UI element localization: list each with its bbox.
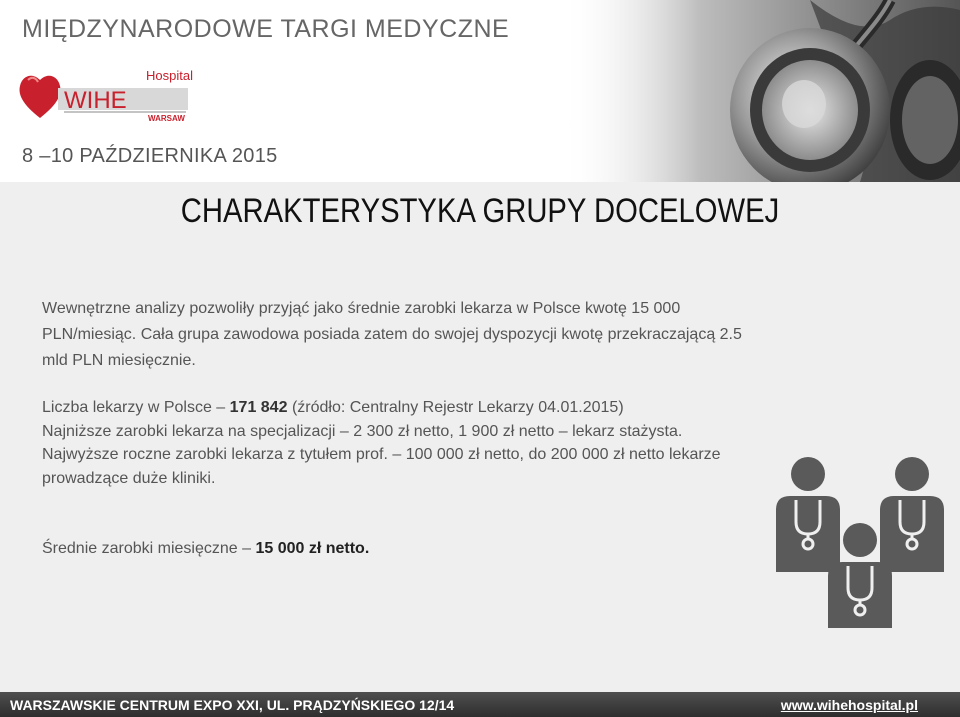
stethoscope-image	[560, 0, 960, 182]
doctors-count-line	[42, 396, 742, 420]
footer-address: WARSZAWSKIE CENTRUM EXPO XXI, UL. PRĄDZYŃSKIEGO 12/14	[10, 697, 455, 713]
doctors-count-source: (źródło: Centralny Rejestr Lekarzy 04.01.2015)	[291, 399, 624, 416]
slide-title: CHARAKTERYSTYKA GRUPY DOCELOWEJ	[180, 192, 780, 230]
fair-title: MIĘDZYNARODOWE TARGI MEDYCZNE	[22, 15, 510, 43]
average-salary-value: 15 000 zł netto.	[255, 540, 370, 557]
logo-sub: Hospital	[146, 68, 193, 83]
min-pay-line: Najniższe zarobki lekarza na specjalizacji – 2 300 zł netto, 1 900 zł netto – lekarz stażysta.	[42, 422, 683, 440]
intro-paragraph: Wewnętrzne analizy pozwoliły przyjąć jako średnie zarobki lekarza w Polsce kwotę 15 000 PLN/miesiąc. Cała grupa zawodowa posiada zatem do swojej dyspozycji kwotę przekraczającą 2.5 mld PLN miesięcznie.	[42, 300, 742, 369]
doctors-count-prefix: Liczba lekarzy w Polsce –	[42, 399, 226, 416]
max-pay-line: Najwyższe roczne zarobki lekarza z tytułem prof. – 100 000 zł netto, do 200 000 zł netto lekarze prowadzące duże kliniki.	[42, 446, 721, 487]
header	[0, 0, 960, 182]
wihe-hospital-logo	[18, 66, 193, 122]
doctors-count-value: 171 842	[229, 399, 288, 416]
average-salary-line	[42, 540, 369, 558]
facts-list	[42, 396, 742, 490]
heart-logo-icon	[20, 76, 61, 118]
event-dates: 8 –10 PAŹDZIERNIKA 2015	[22, 145, 278, 167]
website-link[interactable]: www.wihehospital.pl	[780, 697, 918, 713]
footer	[0, 692, 960, 717]
doctors-group-icon	[770, 452, 950, 632]
average-salary-label: Średnie zarobki miesięczne –	[42, 540, 251, 557]
logo-city: WARSAW	[148, 114, 185, 122]
logo-brand: WIHE	[64, 87, 127, 114]
